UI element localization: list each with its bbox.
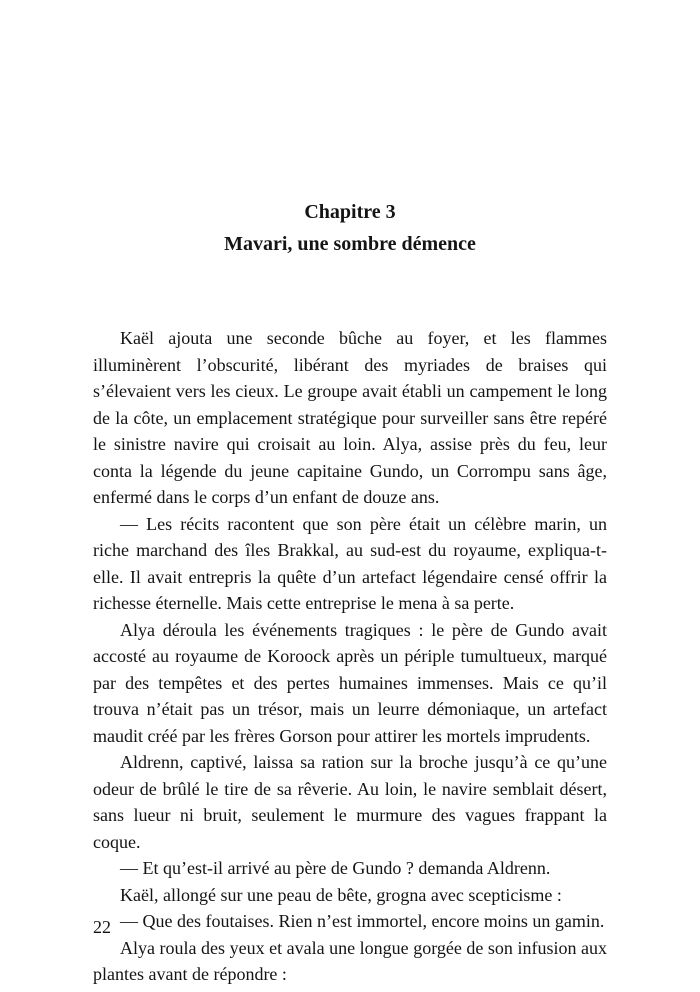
paragraph: Alya roula des yeux et avala une longue gorgée de son infusion aux plantes avant de répondre : <box>93 937 607 984</box>
paragraph: Alya déroula les événements tragiques : le père de Gundo avait accosté au royaume de Koroock après un périple tumultueux, marqué par des tempêtes et des pertes humaines immenses. Mais ce qu’il trouva n’était pas un trésor, mais un leurre démoniaque, un artefact maudit créé par les frères Gorson pour attirer les mortels imprudents. <box>93 619 607 746</box>
chapter-title: Mavari, une sombre démence <box>224 233 476 255</box>
paragraph: — Et qu’est-il arrivé au père de Gundo ? demanda Aldrenn. <box>120 858 551 878</box>
paragraph: Kaël, allongé sur une peau de bête, grogna avec scepticisme : <box>120 884 562 905</box>
paragraph: — Les récits racontent que son père était un célèbre marin, un riche marchand des îles Brakkal, au sud-est du royaume, expliqua-t-elle. Il avait entrepris la quête d’un artefact légendaire censé offrir la richesse éternelle. Mais cette entreprise le mena à sa perte. <box>93 513 607 613</box>
chapter-number: Chapitre 3 <box>304 201 396 223</box>
paragraph: Aldrenn, captivé, laissa sa ration sur la broche jusqu’à ce qu’une odeur de brûlé le tire de sa rêverie. Au loin, le navire semblait désert, sans lueur ni bruit, seulement le murmure des vagues frappant la coque. <box>93 752 607 852</box>
paragraph: — Que des foutaises. Rien n’est immortel, encore moins un gamin. <box>120 911 605 931</box>
page-number: 22 <box>93 917 111 937</box>
chapter-body <box>93 325 607 988</box>
paragraph: Kaël ajouta une seconde bûche au foyer, et les flammes illuminèrent l’obscurité, libérant des myriades de braises qui s’élevaient vers les cieux. Le groupe avait établi un campement le long de la côte, un emplacement stratégique pour surveiller sans être repéré le sinistre navire qui croisait au loin. Alya, assise près du feu, leur conta la légende du jeune capitaine Gundo, un Corrompu sans âge, enfermé dans le corps d’un enfant de douze ans. <box>93 328 607 507</box>
